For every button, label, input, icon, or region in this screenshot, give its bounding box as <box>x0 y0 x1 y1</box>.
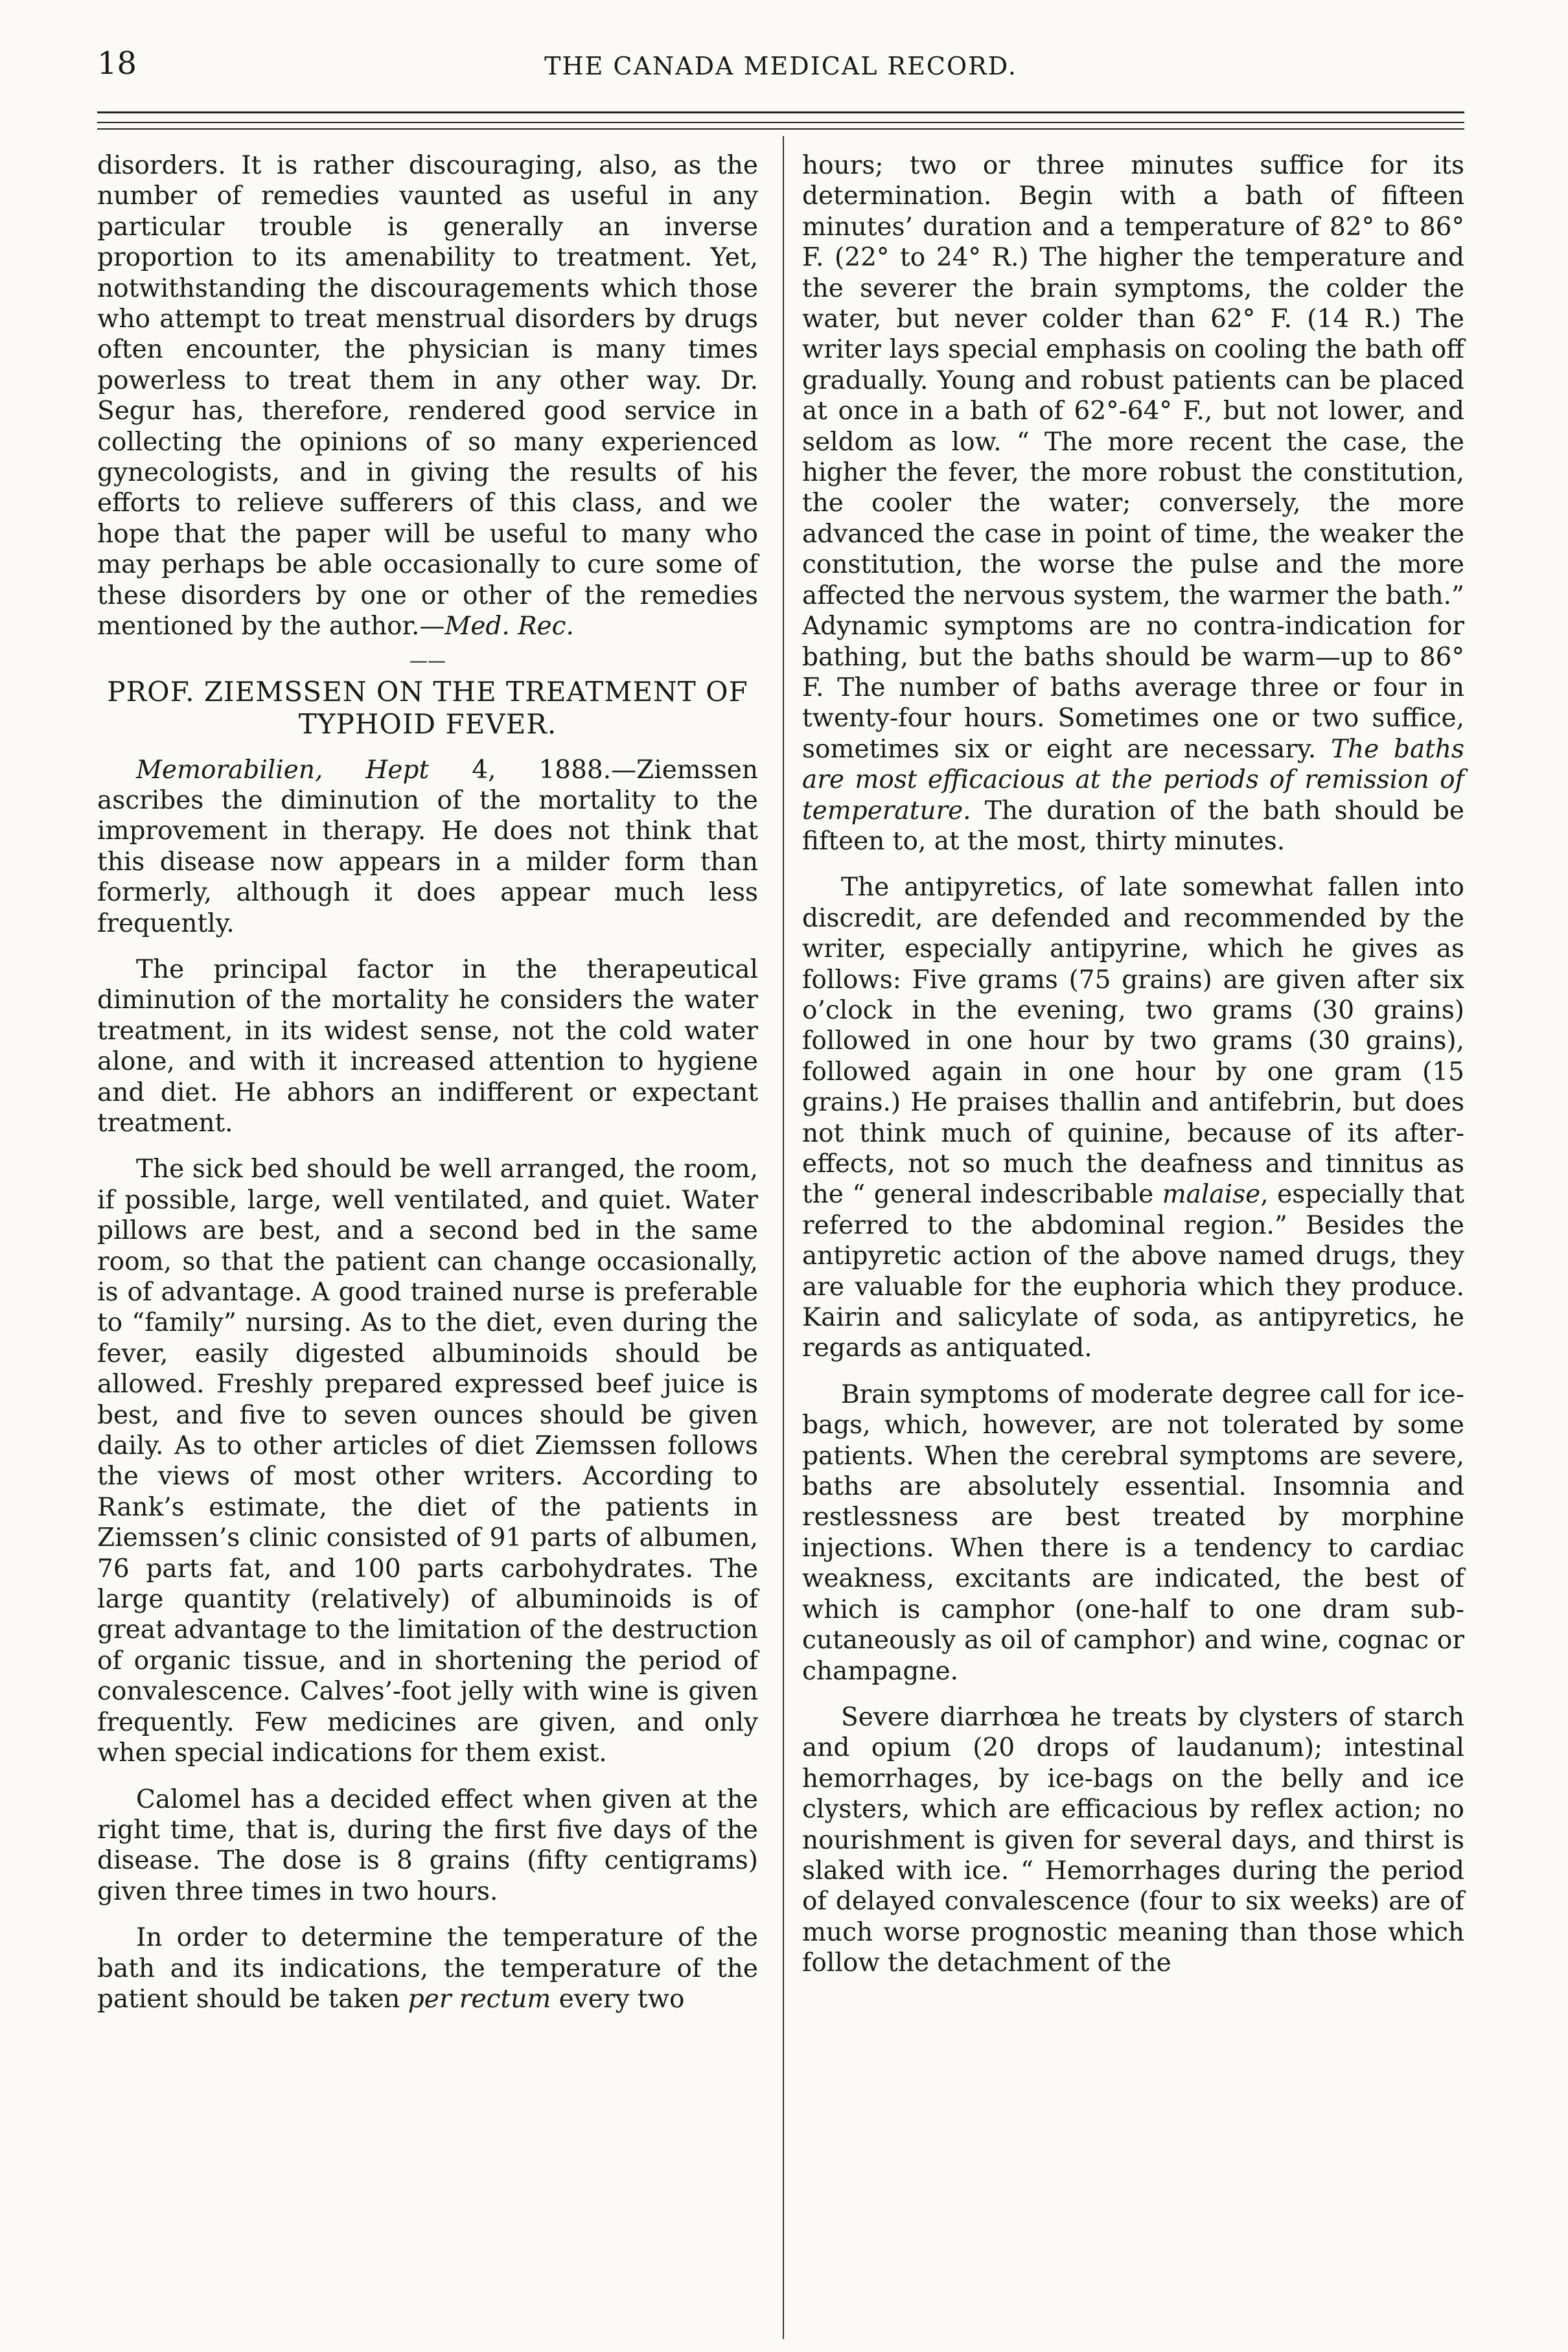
paragraph <box>97 150 758 642</box>
page-header <box>97 45 1464 104</box>
paragraph: Brain symptoms of moderate degree call for ice-bags, which, however, are not tolerated by some patients. When the cerebral symptoms are severe, baths are absolutely essential. Insomnia and restlessness are best treated by morphine injections. When there is a tendency to cardiac weakness, excitants are indicated, the best of which is camphor (one-half to one dram sub-cutaneously as oil of camphor) and wine, cognac or champagne. <box>802 1379 1464 1686</box>
paragraph-text: disorders. It is rather discouraging, also, as the number of remedies vaunted as useful in any particular trouble is generally an inverse proportion to its amenability to treatment. Yet, notwithstanding the discouragements which those who attempt to treat menstrual disorders by drugs often encounter, the physician is many times powerless to treat them in any other way. Dr. Segur has, therefore, rendered good service in collecting the opinions of so many experienced gynecologists, and in giving the results of his efforts to relieve sufferers of this class, and we hope that the paper will be useful to many who may perhaps be able occasionally to cure some of these disorders by one or other of the remedies mentioned by the author.— <box>97 151 758 641</box>
paragraph-text: every two <box>551 1984 685 2014</box>
header-rule-triple <box>97 128 1464 130</box>
paragraph-text: The antipyretics, of late somewhat fallen into discredit, are defended and recommended by the writer, especially antipyrine, which he gives as follows: Five grams (75 grains) are given after six o’clock in the evening, two grams (30 grains) followed in one hour by two grams (30 grains), followed again in one hour by one gram (15 grains.) He praises thallin and antifebrin, but does not think much of quinine, because of its after-effects, not so much the deafness and tinnitus as the “ general indescribable <box>802 873 1464 1210</box>
article-heading: PROF. ZIEMSSEN ON THE TREATMENT OF TYPHOID FEVER. <box>107 675 748 740</box>
italic-phrase: per rectum <box>408 1984 551 2014</box>
paragraph <box>97 755 758 939</box>
right-column <box>802 150 1464 1994</box>
citation: Med. Rec. <box>444 612 574 641</box>
paragraph-text: In order to determine the temperature of the bath and its indications, the temperature of the patient should be taken <box>97 1923 758 2014</box>
journal-title: THE CANADA MEDICAL RECORD. <box>544 52 1017 80</box>
paragraph: The sick bed should be well arranged, the room, if possible, large, well ventilated, and quiet. Water pillows are best, and a second bed in the same room, so that the patient can change occasionally, is of advantage. A good trained nurse is preferable to “family” nursing. As to the diet, even during the fever, easily digested albuminoids should be allowed. Freshly prepared expressed beef juice is best, and five to seven ounces should be given daily. As to other articles of diet Ziemssen follows the views of most other writers. According to Rank’s estimate, the diet of the patients in Ziemssen’s clinic consisted of 91 parts of albumen, 76 parts fat, and 100 parts carbohydrates. The large quantity (relatively) of albuminoids is of great advantage to the limitation of the destruction of organic tissue, and in shortening the period of convalescence. Calves’-foot jelly with wine is given frequently. Few medicines are given, and only when special indications for them exist. <box>97 1155 758 1768</box>
paragraph: Severe diarrhœa he treats by clysters of starch and opium (20 drops of laudanum); intestinal hemorrhages, by ice-bags on the belly and ice clysters, which are efficacious by reflex action; no nourishment is given for several days, and thirst is slaked with ice. “ Hemorrhages during the period of delayed convalescence (four to six weeks) are of much worse prognostic meaning than those which follow the detachment of the <box>802 1702 1464 1978</box>
paragraph: Calomel has a decided effect when given at the right time, that is, during the first five days of the disease. The dose is 8 grains (fifty centigrams) given three times in two hours. <box>97 1784 758 1906</box>
paragraph-text: , especially that referred to the abdominal region.” Besides the antipyretic action of the above named drugs, they are valuable for the euphoria which they produce. Kairin and salicylate of soda, as antipyretics, he regards as antiquated. <box>802 1180 1464 1363</box>
section-break: —— <box>409 649 446 671</box>
paragraph: The principal factor in the therapeutical diminution of the mortality he considers the water treatment, in its widest sense, not the cold water alone, and with it increased attention to hygiene and diet. He abhors an indifferent or expectant treatment. <box>97 954 758 1138</box>
paragraph-text: 4, 1888.—Ziemssen ascribes the diminution of the mortality to the improvement in therapy. He does not think that this disease now appears in a milder form than formerly, although it does appear much less frequently. <box>97 755 759 938</box>
header-rule <box>97 111 1464 113</box>
paragraph-text: The duration of the bath should be fifteen to, at the most, thirty minutes. <box>802 796 1464 856</box>
paragraph <box>802 150 1464 857</box>
source-citation: Memorabilien, Hept <box>136 755 430 785</box>
page-number: 18 <box>97 45 137 82</box>
italic-phrase: The baths are most efficacious at the periods of remission of temperature. <box>802 734 1464 825</box>
header-rule-double <box>97 122 1464 123</box>
left-column <box>97 150 758 2030</box>
paragraph-text: hours; two or three minutes suffice for its determination. Begin with a bath of fifteen minutes’ duration and a temperature of 82° to 86° F. (22° to 24° R.) The higher the temperature and the severer the brain symptoms, the colder the water, but never colder than 62° F. (14 R.) The writer lays special emphasis on cooling the bath off gradually. Young and robust patients can be placed at once in a bath of 62°-64° F., but not lower, and seldom as low. “ The more recent the case, the higher the fever, the more robust the constitution, the cooler the water; conversely, the more advanced the case in point of time, the weaker the constitution, the worse the pulse and the more affected the nervous system, the warmer the bath.” Adynamic symptoms are no contra-indication for bathing, but the baths should be warm—up to 86° F. The number of baths average three or four in twenty-four hours. Sometimes one or two suffice, sometimes six or eight are necessary. <box>802 151 1464 764</box>
column-divider <box>783 136 784 2339</box>
paragraph <box>97 1922 758 2014</box>
italic-phrase: malaise <box>1162 1180 1261 1210</box>
paragraph <box>802 872 1464 1364</box>
